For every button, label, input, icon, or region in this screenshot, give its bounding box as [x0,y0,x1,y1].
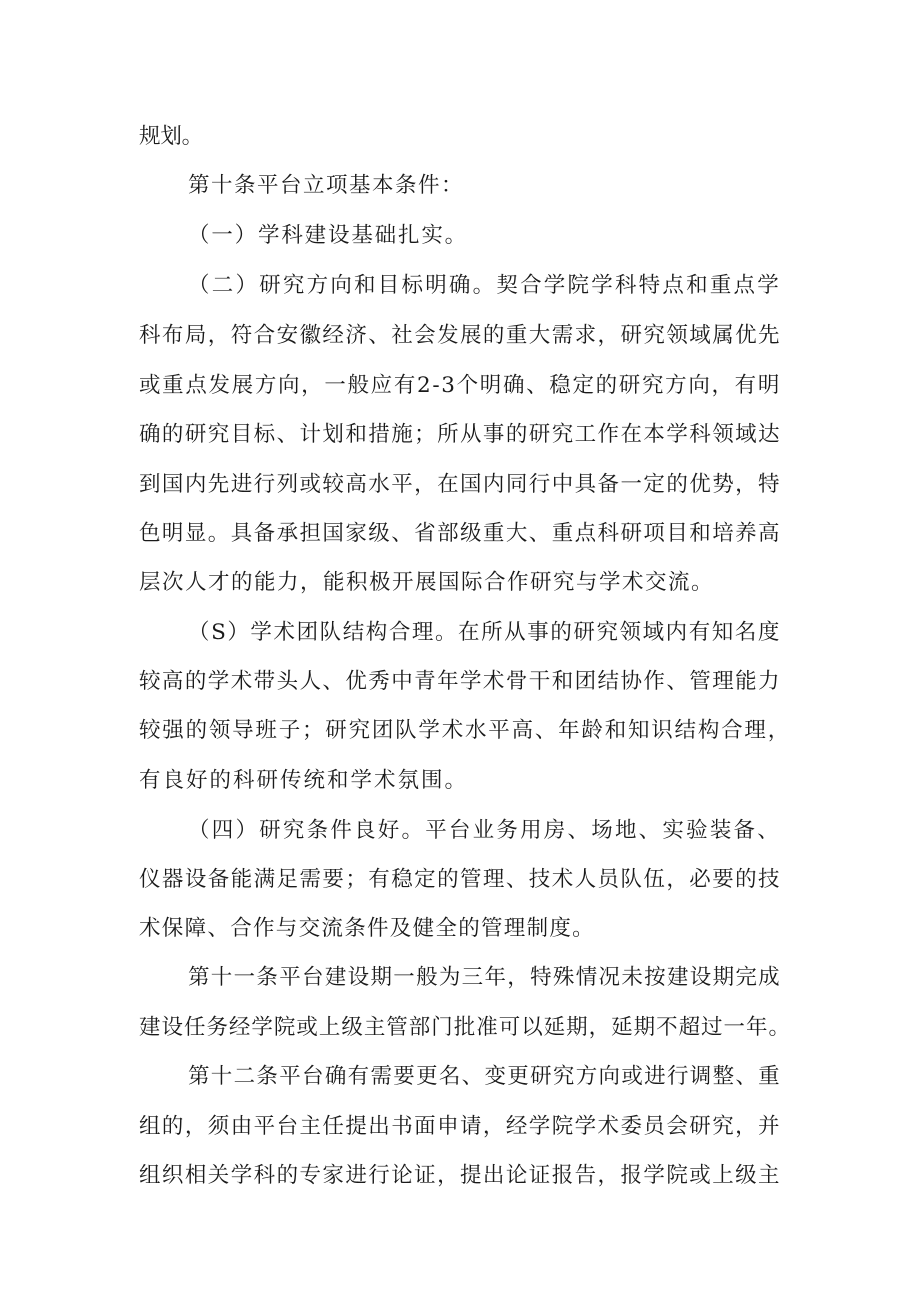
text-line [0,1008,920,1048]
text-line [0,166,920,206]
text-line-content: 确的研究目标、计划和措施；所从事的研究工作在本学科领域达 [139,422,781,447]
text-line [0,415,920,455]
text-line [0,366,920,406]
text-line-content: 组的，须由平台主任提出书面申请，经学院学术委员会研究，并 [139,1114,781,1139]
text-line-content: 第十条平台立项基本条件： [188,173,464,198]
text-line [0,563,920,603]
text-line [0,1156,920,1196]
text-line [0,465,920,505]
text-line-content: （一）学科建设基础扎实。 [188,223,468,248]
text-line-content: 较高的学术带头人、优秀中青年学术骨干和团结协作、管理能力 [139,669,781,694]
text-line [0,1107,920,1147]
text-line [0,613,920,653]
text-line [0,514,920,554]
text-line-content: 组织相关学科的专家进行论证，提出论证报告，报学院或上级主 [139,1163,781,1188]
text-line-content: 到国内先进行列或较高水平，在国内同行中具备一定的优势，特 [139,472,781,497]
text-line-content: 层次人才的能力，能积极开展国际合作研究与学术交流。 [139,570,714,595]
text-line [0,811,920,851]
text-line-content: 规划。 [139,124,203,149]
text-line-content: 科布局，符合安徽经济、社会发展的重大需求，研究领域属优先 [139,323,781,348]
text-line [0,117,920,157]
text-line-content: 有良好的科研传统和学术氛围。 [139,768,468,793]
text-line-content: 第十一条平台建设期一般为三年，特殊情况未按建设期完成 [188,965,781,990]
text-line-content: （S）学术团队结构合理。在所从事的研究领域内有知名度 [188,620,781,645]
text-line [0,316,920,356]
text-line-content: 仪器设备能满足需要；有稳定的管理、技术人员队伍，必要的技 [139,867,781,892]
text-line [0,1057,920,1097]
text-line [0,711,920,751]
text-line [0,662,920,702]
text-line-content: （二）研究方向和目标明确。契合学院学科特点和重点学 [188,273,781,298]
text-line [0,266,920,306]
text-line [0,958,920,998]
text-line-content: 术保障、合作与交流条件及健全的管理制度。 [139,916,595,941]
text-line [0,909,920,949]
text-line-content: 色明显。具备承担国家级、省部级重大、重点科研项目和培养高 [139,521,781,546]
text-line [0,216,920,256]
text-line-content: 较强的领导班子；研究团队学术水平高、年龄和知识结构合理， [139,718,791,743]
text-line-content: 或重点发展方向，一般应有2-3个明确、稳定的研究方向，有明 [139,373,781,398]
text-line-content: （四）研究条件良好。平台业务用房、场地、实验装备、 [188,818,781,843]
text-line [0,761,920,801]
text-line-content: 第十二条平台确有需要更名、变更研究方向或进行调整、重 [188,1064,781,1089]
text-line-content: 建设任务经学院或上级主管部门批准可以延期，延期不超过一年。 [139,1015,791,1040]
text-line [0,860,920,900]
